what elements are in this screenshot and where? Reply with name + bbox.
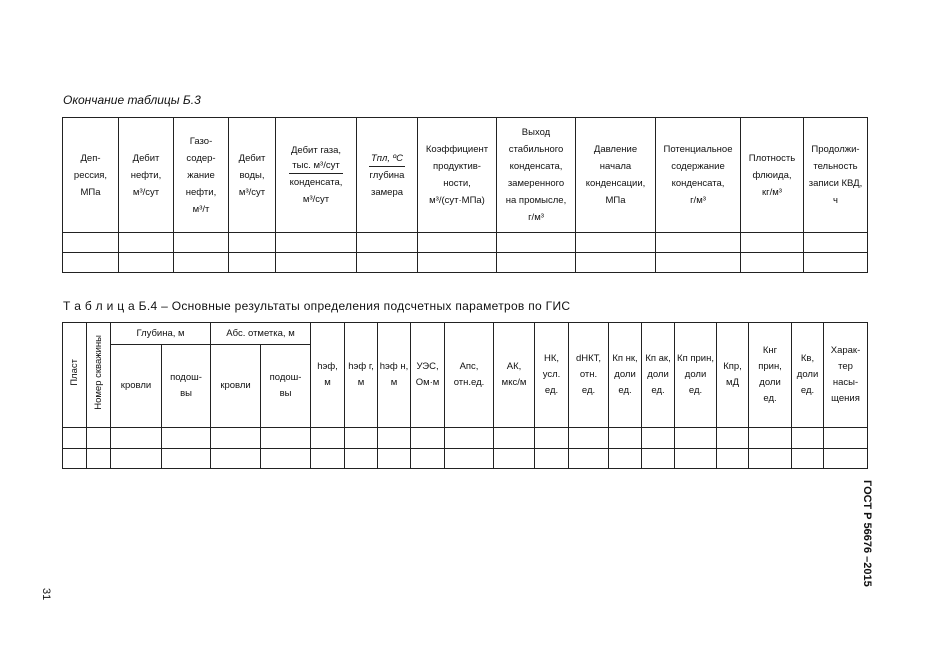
header-condensate-yield: Выход стабильного конденсата, замеренного на промысле, г/м³ <box>497 118 576 233</box>
header-temperature <box>357 118 418 233</box>
header-kv: Кв, доли ед. <box>792 323 824 428</box>
table-b3-end <box>62 117 868 273</box>
table-row <box>63 233 868 253</box>
temperature-bottom: глубина замера <box>369 169 405 198</box>
header-fluid-density: Плотность флюида, кг/м³ <box>741 118 804 233</box>
header-nk: НК, усл. ед. <box>535 323 569 428</box>
header-kng-prin: Кнг прин, доли ед. <box>749 323 792 428</box>
header-oil-rate: Дебит нефти, м³/сут <box>119 118 174 233</box>
header-saturation: Харак- тер насы- щения <box>824 323 868 428</box>
header-depth: Глубина, м <box>111 323 211 345</box>
table-row <box>63 449 868 469</box>
header-depression: Деп- рессия, МПа <box>63 118 119 233</box>
header-kpr: Кпр, мД <box>717 323 749 428</box>
header-depth-sole: подош- вы <box>162 345 211 428</box>
header-abs-roof: кровли <box>211 345 261 428</box>
gas-rate-bottom: конденсата, м³/сут <box>289 176 343 205</box>
header-kp-nk: Кп нк, доли ед. <box>609 323 642 428</box>
header-water-rate: Дебит воды, м³/сут <box>229 118 276 233</box>
table-b4 <box>62 322 868 469</box>
header-condensation-pressure: Давление начала конденсации, МПа <box>576 118 656 233</box>
header-gas-rate <box>276 118 357 233</box>
header-kp-ak: Кп ак, доли ед. <box>642 323 675 428</box>
header-hef-g: hэф г, м <box>345 323 378 428</box>
header-hef: hэф, м <box>311 323 345 428</box>
header-abs-mark: Абс. отметка, м <box>211 323 311 345</box>
table-b3-caption: Окончание таблицы Б.3 <box>63 93 201 107</box>
header-aps: Aпс, отн.ед. <box>445 323 494 428</box>
page-number: 31 <box>40 588 52 601</box>
header-hef-n: hэф н, м <box>378 323 411 428</box>
header-productivity: Коэффициент продуктив- ности, м³/(сут·МПа) <box>418 118 497 233</box>
header-abs-sole: подош- вы <box>261 345 311 428</box>
header-gas-content: Газо- содер- жание нефти, м³/т <box>174 118 229 233</box>
table-b4-caption: Т а б л и ц а Б.4 – Основные результаты определения подсчетных параметров по ГИС <box>63 299 571 313</box>
table-row <box>63 428 868 449</box>
header-dnkt: dНКТ, отн. ед. <box>569 323 609 428</box>
header-depth-roof: кровли <box>111 345 162 428</box>
temperature-top: Tпл, ºС <box>369 151 405 167</box>
gas-rate-top: Дебит газа, тыс. м³/сут <box>289 143 343 174</box>
header-kp-prin: Кп прин, доли ед. <box>675 323 717 428</box>
header-kvd-duration: Продолжи- тельность записи КВД, ч <box>804 118 868 233</box>
standard-designation: ГОСТ Р 56676 –2015 <box>861 480 873 587</box>
header-well-number: Номер скважины <box>87 323 111 428</box>
header-potential-content: Потенциальное содержание конденсата, г/м³ <box>656 118 741 233</box>
header-plast: Пласт <box>63 323 87 428</box>
header-ues: УЭС, Ом·м <box>411 323 445 428</box>
table-row <box>63 253 868 273</box>
header-ak: АК, мкс/м <box>494 323 535 428</box>
